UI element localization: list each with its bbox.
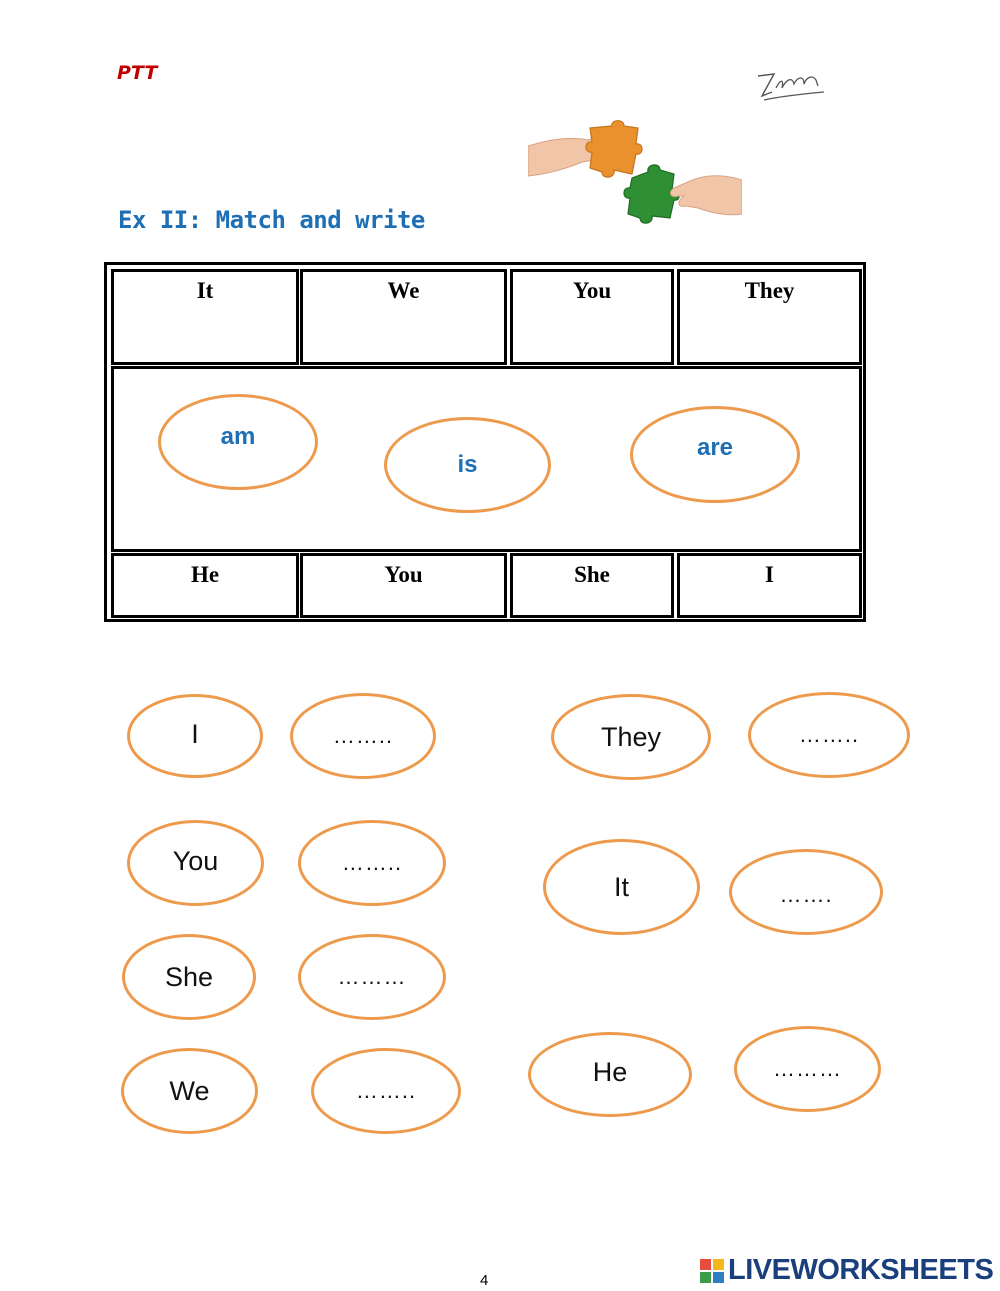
table-cell-top-they: They [677,269,862,365]
table-cell-bottom-he: He [111,553,299,618]
verb-oval-are [630,406,800,503]
verb-box [111,366,862,552]
table-cell-top-we: We [300,269,507,365]
pronoun-oval-we [121,1048,258,1134]
pronoun-oval-he [528,1032,692,1117]
verb-label: am [220,423,256,450]
answer-blank-dots: …….. [332,723,394,748]
table-cell-top-it: It [111,269,299,365]
answer-blank-they[interactable] [748,692,910,778]
answer-blank-dots: …….. [355,1078,417,1103]
verb-label: is [457,451,478,478]
verb-oval-is [384,417,551,513]
answer-blank-he[interactable] [734,1026,881,1112]
answer-blank-dots: ……… [337,964,407,989]
pronoun-label: It [613,871,629,902]
ptt-tag: PTT [117,62,158,84]
table-cell-bottom-she: She [510,553,674,618]
answer-blank-she[interactable] [298,934,446,1020]
table-cell-top-you: You [510,269,674,365]
pronoun-oval-you [127,820,264,906]
pronoun-label: He [592,1057,628,1087]
pronoun-oval-i [127,694,263,778]
pronoun-oval-it [543,839,700,935]
pronoun-oval-she [122,934,256,1020]
answer-blank-i[interactable] [290,693,436,779]
liveworksheets-logo [700,1254,993,1287]
table-cell-bottom-i: I [677,553,862,618]
pronoun-verb-table [104,262,866,622]
verb-label: are [696,433,734,461]
page-number: 4 [480,1272,489,1289]
signature-icon [752,62,832,107]
pronoun-label: We [169,1075,210,1106]
answer-blank-we[interactable] [311,1048,461,1134]
answer-blank-dots: ……… [773,1056,842,1081]
pronoun-label: I [191,718,199,749]
pronoun-label: They [600,721,662,752]
pronoun-label: She [164,961,214,992]
answer-blank-dots: ……. [779,882,833,907]
pronoun-oval-they [551,694,711,780]
answer-blank-dots: …….. [341,850,403,875]
verb-oval-am [158,394,318,490]
answer-blank-you[interactable] [298,820,446,906]
answer-blank-it[interactable] [729,849,883,935]
logo-blocks-icon [700,1259,724,1283]
answer-blank-dots: …….. [798,722,860,747]
pronoun-label: You [172,845,219,876]
table-cell-bottom-you: You [300,553,507,618]
puzzle-hands-image [528,118,742,230]
brand-name: LIVEWORKSHEETS [728,1254,994,1286]
exercise-title: Ex II: Match and write [118,206,425,234]
